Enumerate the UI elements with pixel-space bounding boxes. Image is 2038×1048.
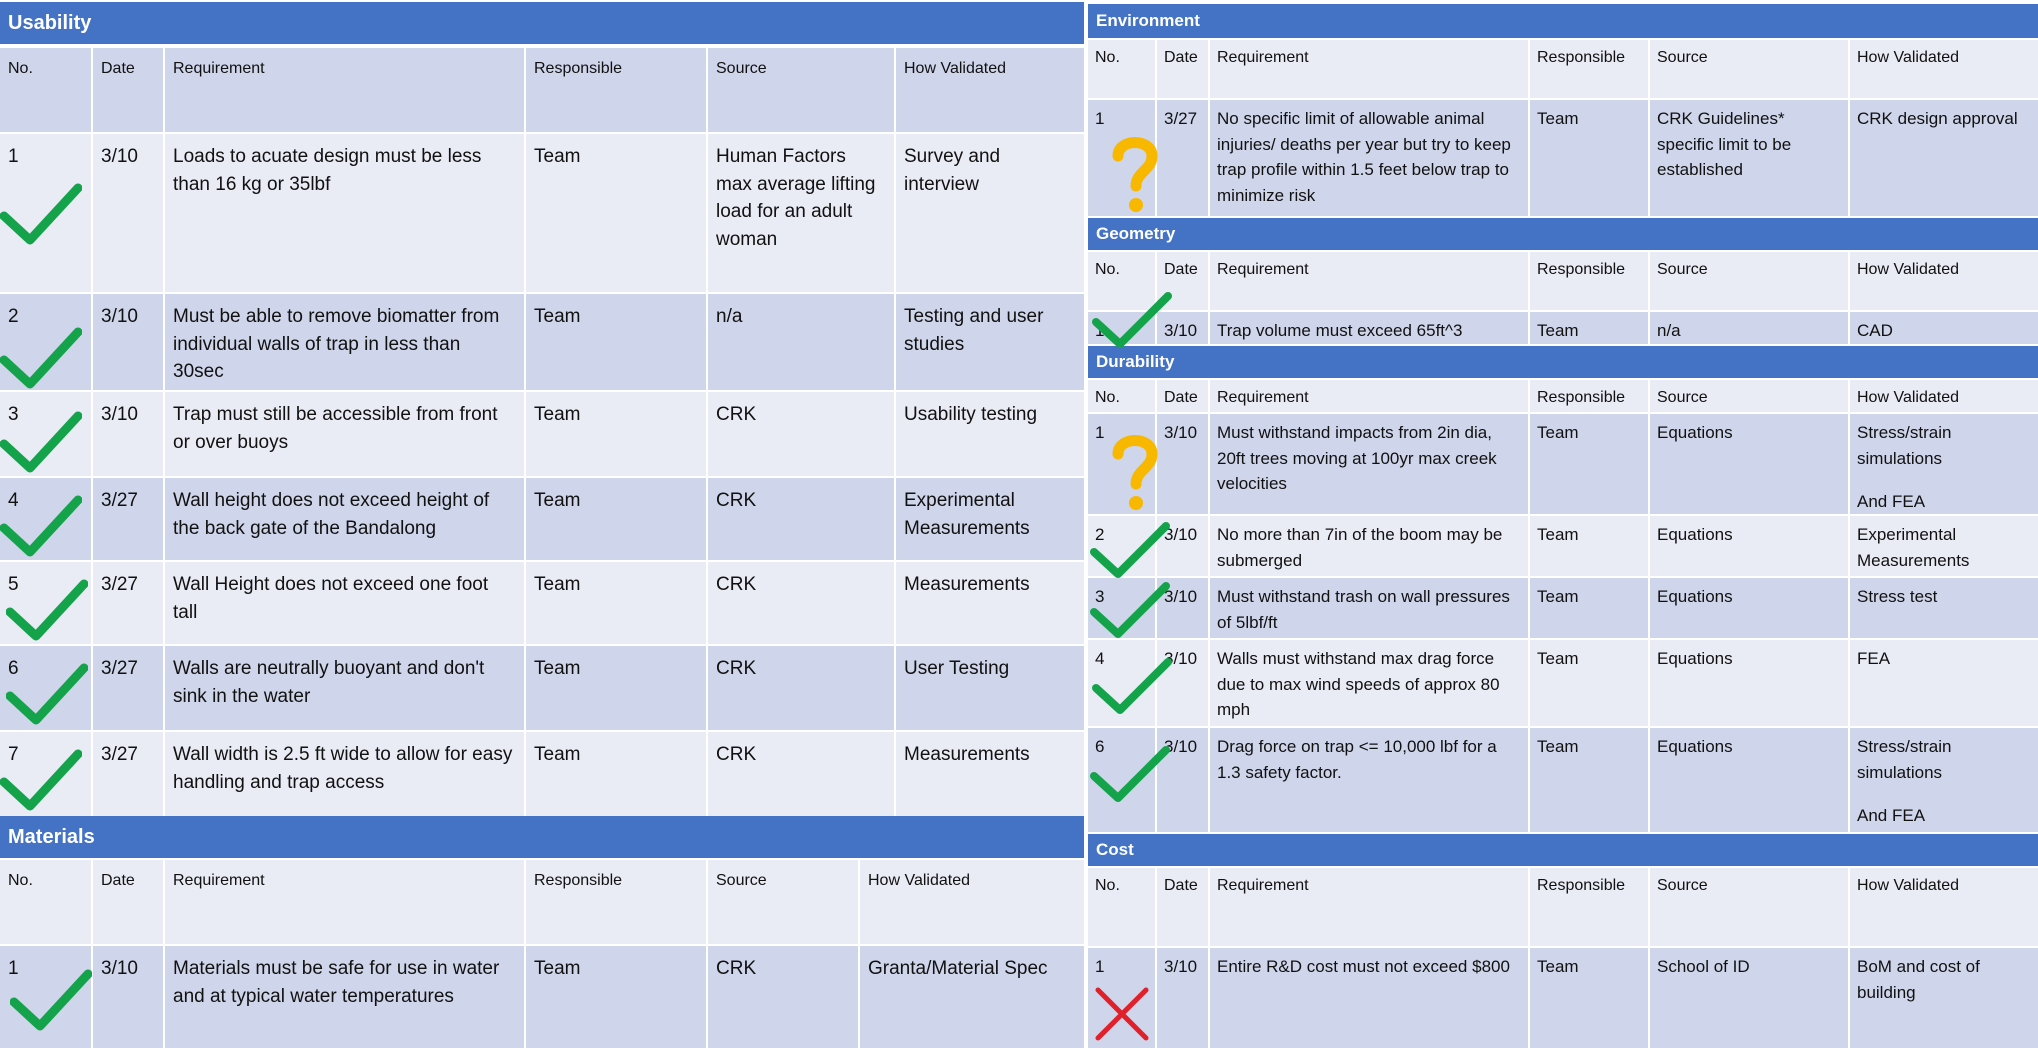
- table-row: [1088, 578, 2038, 638]
- row-date: 3/10: [1155, 728, 1208, 832]
- check-icon: [0, 494, 82, 560]
- table-row: [0, 562, 1084, 644]
- check-icon: [0, 326, 82, 392]
- col-date-header: Date: [1155, 40, 1208, 98]
- check-icon: [6, 662, 88, 728]
- row-responsible: Team: [524, 392, 706, 476]
- check-icon: [1090, 580, 1170, 640]
- row-date: 3/10: [1155, 948, 1208, 1048]
- row-responsible: Team: [524, 646, 706, 730]
- row-responsible: Team: [1528, 516, 1648, 576]
- table-row: [0, 946, 1084, 1048]
- row-requirement: Loads to acuate design must be less than 16 kg or 35lbf: [163, 134, 524, 292]
- col-requirement-header: Requirement: [1208, 252, 1528, 310]
- col-requirement-header: Requirement: [1208, 868, 1528, 946]
- col-no-header: No.: [8, 872, 33, 889]
- row-validated: User Testing: [894, 646, 1084, 730]
- row-source: CRK: [706, 646, 894, 730]
- durability-section-title: Durability: [1088, 346, 2038, 378]
- row-no: 1: [1095, 109, 1105, 128]
- row-validated-line: Stress/strain simulations: [1857, 423, 1952, 468]
- row-validated: Measurements: [894, 732, 1084, 816]
- cross-icon: [1092, 984, 1152, 1044]
- table-row: [0, 478, 1084, 560]
- row-requirement: Must withstand impacts from 2in dia, 20ft trees moving at 100yr max creek velocities: [1208, 414, 1528, 514]
- row-validated: FEA: [1848, 640, 2038, 726]
- row-date: 3/10: [91, 294, 163, 390]
- table-row: [1088, 728, 2038, 832]
- col-responsible-header: Responsible: [1528, 380, 1648, 412]
- row-responsible: Team: [524, 732, 706, 816]
- check-icon: [0, 410, 82, 476]
- col-no-header: No.: [1095, 49, 1120, 66]
- row-validated: CRK design approval: [1848, 100, 2038, 216]
- col-source-header: Source: [706, 48, 894, 132]
- col-no-header: No.: [1095, 261, 1120, 278]
- row-requirement: Trap must still be accessible from front or over buoys: [163, 392, 524, 476]
- col-source-header: Source: [1648, 40, 1848, 98]
- col-no-header: No.: [1095, 877, 1120, 894]
- table-row: [0, 392, 1084, 476]
- row-requirement: Trap volume must exceed 65ft^3: [1208, 312, 1528, 344]
- row-validated-line: Stress/strain simulations: [1857, 737, 1952, 782]
- table-row: [1088, 640, 2038, 726]
- materials-header-row: [0, 860, 1084, 944]
- geometry-header-row: [1088, 252, 2038, 310]
- environment-section-title: Environment: [1088, 4, 2038, 38]
- row-source: School of ID: [1648, 948, 1848, 1048]
- usability-header-row: [0, 48, 1084, 132]
- row-source: Equations: [1648, 516, 1848, 576]
- row-responsible: Team: [1528, 414, 1648, 514]
- row-responsible: Team: [524, 478, 706, 560]
- row-validated: [1848, 414, 2038, 514]
- col-no-header: No.: [8, 60, 33, 77]
- row-source: Equations: [1648, 640, 1848, 726]
- col-requirement-header: Requirement: [1208, 380, 1528, 412]
- row-responsible: Team: [1528, 640, 1648, 726]
- row-no: 1: [1095, 957, 1105, 976]
- row-requirement: Wall height does not exceed height of the back gate of the Bandalong: [163, 478, 524, 560]
- row-source: n/a: [706, 294, 894, 390]
- col-date-header: Date: [91, 860, 163, 944]
- col-responsible-header: Responsible: [1528, 252, 1648, 310]
- col-validated-header: How Validated: [1848, 380, 2038, 412]
- col-source-header: Source: [706, 860, 858, 944]
- col-source-header: Source: [1648, 380, 1848, 412]
- row-responsible: Team: [1528, 100, 1648, 216]
- durability-header-row: [1088, 380, 2038, 412]
- row-date: 3/10: [1155, 414, 1208, 514]
- row-no: 4: [8, 490, 19, 511]
- row-source: n/a: [1648, 312, 1848, 344]
- col-date-header: Date: [1155, 252, 1208, 310]
- row-source: CRK: [706, 478, 894, 560]
- check-icon: [1090, 744, 1170, 804]
- row-validated: Experimental Measurements: [894, 478, 1084, 560]
- row-no: 2: [1095, 525, 1105, 544]
- row-source: Equations: [1648, 414, 1848, 514]
- row-responsible: Team: [1528, 578, 1648, 638]
- materials-section-title: Materials: [0, 816, 1084, 858]
- col-validated-header: How Validated: [894, 48, 1084, 132]
- row-no: 1: [1095, 423, 1105, 442]
- question-icon: [1110, 432, 1160, 512]
- row-requirement: Walls are neutrally buoyant and don't sink in the water: [163, 646, 524, 730]
- cost-header-row: [1088, 868, 2038, 946]
- row-requirement: Drag force on trap <= 10,000 lbf for a 1.3 safety factor.: [1208, 728, 1528, 832]
- row-responsible: Team: [524, 562, 706, 644]
- row-date: 3/10: [1155, 578, 1208, 638]
- row-requirement: Wall Height does not exceed one foot tall: [163, 562, 524, 644]
- table-row: [0, 294, 1084, 390]
- row-no: 1: [1095, 321, 1105, 340]
- col-source-header: Source: [1648, 252, 1848, 310]
- row-no: 1: [8, 146, 19, 167]
- row-responsible: Team: [1528, 948, 1648, 1048]
- row-date: 3/27: [91, 646, 163, 730]
- row-source: CRK Guidelines* specific limit to be established: [1648, 100, 1848, 216]
- col-validated-header: How Validated: [1848, 252, 2038, 310]
- row-no: 5: [8, 574, 19, 595]
- row-no: 3: [1095, 587, 1105, 606]
- table-row: [1088, 100, 2038, 216]
- row-responsible: Team: [1528, 728, 1648, 832]
- row-source: CRK: [706, 392, 894, 476]
- row-requirement: Must withstand trash on wall pressures of 5lbf/ft: [1208, 578, 1528, 638]
- col-requirement-header: Requirement: [163, 860, 524, 944]
- row-requirement: Must be able to remove biomatter from individual walls of trap in less than 30sec: [163, 294, 524, 390]
- row-date: 3/10: [1155, 640, 1208, 726]
- table-row: [0, 732, 1084, 816]
- row-no: 1: [8, 958, 19, 979]
- row-date: 3/10: [91, 134, 163, 292]
- row-validated-line: And FEA: [1857, 492, 1926, 511]
- check-icon: [6, 578, 88, 644]
- row-requirement: Entire R&D cost must not exceed $800: [1208, 948, 1528, 1048]
- row-no: 2: [8, 306, 19, 327]
- row-date: 3/10: [91, 392, 163, 476]
- row-validated: Survey and interview: [894, 134, 1084, 292]
- row-validated: Experimental Measurements: [1848, 516, 2038, 576]
- check-icon: [0, 182, 82, 248]
- col-responsible-header: Responsible: [524, 860, 706, 944]
- table-row: [1088, 414, 2038, 514]
- table-row: [1088, 312, 2038, 344]
- check-icon: [1092, 656, 1172, 716]
- row-source: Equations: [1648, 578, 1848, 638]
- row-date: 3/27: [1155, 100, 1208, 216]
- row-requirement: No specific limit of allowable animal injuries/ deaths per year but try to keep trap profile within 1.5 feet below trap to minimize risk: [1208, 100, 1528, 216]
- right-panel: [1088, 0, 2038, 1048]
- row-responsible: Team: [524, 946, 706, 1048]
- row-date: 3/10: [91, 946, 163, 1048]
- table-row: [0, 646, 1084, 730]
- row-no: 4: [1095, 649, 1105, 668]
- row-requirement: Wall width is 2.5 ft wide to allow for easy handling and trap access: [163, 732, 524, 816]
- col-requirement-header: Requirement: [1208, 40, 1528, 98]
- row-validated: Granta/Material Spec: [858, 946, 1084, 1048]
- check-icon: [1090, 520, 1170, 580]
- usability-section-title: Usability: [0, 2, 1084, 44]
- row-source: CRK: [706, 732, 894, 816]
- row-requirement: Walls must withstand max drag force due to max wind speeds of approx 80 mph: [1208, 640, 1528, 726]
- row-responsible: Team: [524, 134, 706, 292]
- row-date: 3/27: [91, 732, 163, 816]
- col-responsible-header: Responsible: [524, 48, 706, 132]
- row-date: 3/10: [1155, 312, 1208, 344]
- question-icon: [1110, 134, 1160, 214]
- row-date: 3/27: [91, 478, 163, 560]
- col-source-header: Source: [1648, 868, 1848, 946]
- row-no: 3: [8, 404, 19, 425]
- check-icon: [1092, 290, 1172, 350]
- row-validated-line: And FEA: [1857, 806, 1926, 825]
- row-responsible: Team: [524, 294, 706, 390]
- row-source: Equations: [1648, 728, 1848, 832]
- row-validated: Testing and user studies: [894, 294, 1084, 390]
- row-validated: Measurements: [894, 562, 1084, 644]
- col-validated-header: How Validated: [858, 860, 1084, 944]
- row-requirement: Materials must be safe for use in water and at typical water temperatures: [163, 946, 524, 1048]
- col-validated-header: How Validated: [1848, 868, 2038, 946]
- table-row: [0, 134, 1084, 292]
- row-validated: [1848, 728, 2038, 832]
- row-validated: Usability testing: [894, 392, 1084, 476]
- col-date-header: Date: [1155, 868, 1208, 946]
- row-source: CRK: [706, 562, 894, 644]
- check-icon: [0, 748, 82, 814]
- environment-header-row: [1088, 40, 2038, 98]
- table-row: [1088, 948, 2038, 1048]
- row-validated: Stress test: [1848, 578, 2038, 638]
- table-row: [1088, 516, 2038, 576]
- row-requirement: No more than 7in of the boom may be submerged: [1208, 516, 1528, 576]
- row-no: 6: [8, 658, 19, 679]
- row-date: 3/27: [91, 562, 163, 644]
- check-icon: [10, 968, 92, 1034]
- row-source: Human Factors max average lifting load for an adult woman: [706, 134, 894, 292]
- row-date: 3/10: [1155, 516, 1208, 576]
- row-source: CRK: [706, 946, 858, 1048]
- col-date-header: Date: [1155, 380, 1208, 412]
- row-validated: BoM and cost of building: [1848, 948, 2038, 1048]
- row-no: 7: [8, 744, 19, 765]
- col-responsible-header: Responsible: [1528, 40, 1648, 98]
- col-no-header: No.: [1095, 389, 1120, 406]
- cost-section-title: Cost: [1088, 834, 2038, 866]
- col-requirement-header: Requirement: [163, 48, 524, 132]
- row-validated: CAD: [1848, 312, 2038, 344]
- row-responsible: Team: [1528, 312, 1648, 344]
- row-no: 6: [1095, 737, 1105, 756]
- col-validated-header: How Validated: [1848, 40, 2038, 98]
- col-responsible-header: Responsible: [1528, 868, 1648, 946]
- col-date-header: Date: [91, 48, 163, 132]
- geometry-section-title: Geometry: [1088, 218, 2038, 250]
